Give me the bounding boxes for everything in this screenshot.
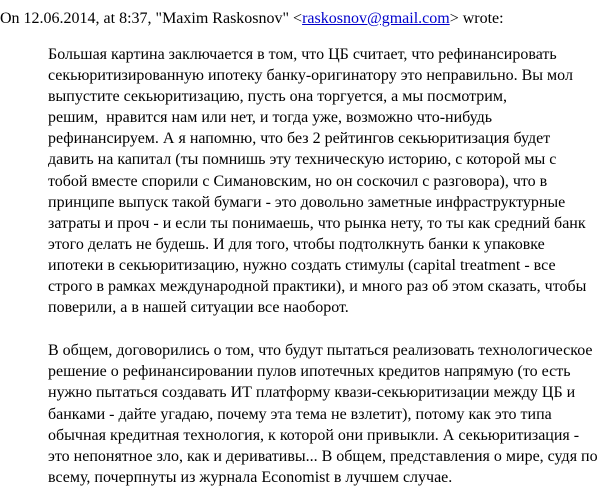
text-line: всему, почерпнуты из журнала Economist в лучшем случае. xyxy=(48,468,453,486)
text-line: решим, нравится нам или нет, и тогда уже, возможно что-нибудь xyxy=(48,109,493,127)
text-line: банками - дайте угадаю, почему эта тема не взлетит), потому как это типа xyxy=(48,405,552,423)
text-line: Большая картина заключается в том, что ЦБ считает, что рефинансировать xyxy=(48,46,557,63)
quote-attribution-header xyxy=(0,9,504,29)
text-line: затраты и проч - и если ты понимаешь, что рынка нету, то ты как средний банк xyxy=(48,214,586,232)
text-line: этого делать не будешь. И для того, чтобы подтолкнуть банки к упаковке xyxy=(48,235,545,253)
text-line: ипотеки в секьюритизацию, нужно создать стимулы (capital treatment - все xyxy=(48,256,556,274)
text-line: поверили, а в нашей ситуации все наоборот. xyxy=(48,299,349,317)
text-line: секьюритизированную ипотеку банку-оригинатору это неправильно. Вы мол xyxy=(48,67,573,85)
quoted-paragraph-1 xyxy=(48,44,613,318)
text-line: нужно пытаться создавать ИТ платформу квази-секьюритизации между ЦБ и xyxy=(48,384,576,402)
text-line: решение о рефинансировании пулов ипотечных кредитов напрямую (то есть xyxy=(48,363,571,381)
quoted-message xyxy=(48,44,613,488)
text-line: В общем, договорились о том, что будут пытаться реализовать технологическое xyxy=(48,342,593,360)
text-line: обычная кредитная технология, к которой они привыкли. А секьюритизация - xyxy=(48,426,580,444)
text-line: строго в рамках международной практики), и много раз об этом сказать, чтобы xyxy=(48,278,587,296)
header-suffix: > wrote: xyxy=(449,10,504,27)
text-line: рефинансируем. А я напомню, что без 2 рейтингов секьюритизация будет xyxy=(48,130,551,148)
header-prefix: On 12.06.2014, at 8:37, "Maxim Raskosnov" < xyxy=(0,10,303,27)
text-line: принципе выпуск такой бумаги - это довольно заметные инфраструктурные xyxy=(48,193,566,211)
quoted-paragraph-2 xyxy=(48,340,613,488)
text-line: выпустите секьюритизацию, пусть она торгуется, а мы посмотрим, xyxy=(48,88,507,106)
text-line: давить на капитал (ты помнишь эту техническую историю, с которой мы с xyxy=(48,151,557,169)
text-line: это непонятное зло, как и деривативы... В общем, представления о мире, судя по xyxy=(48,447,598,465)
text-line: тобой вместе спорили с Симановским, но он соскочил с разговора), что в xyxy=(48,172,548,190)
sender-email-link[interactable]: raskosnov@gmail.com xyxy=(302,10,450,27)
